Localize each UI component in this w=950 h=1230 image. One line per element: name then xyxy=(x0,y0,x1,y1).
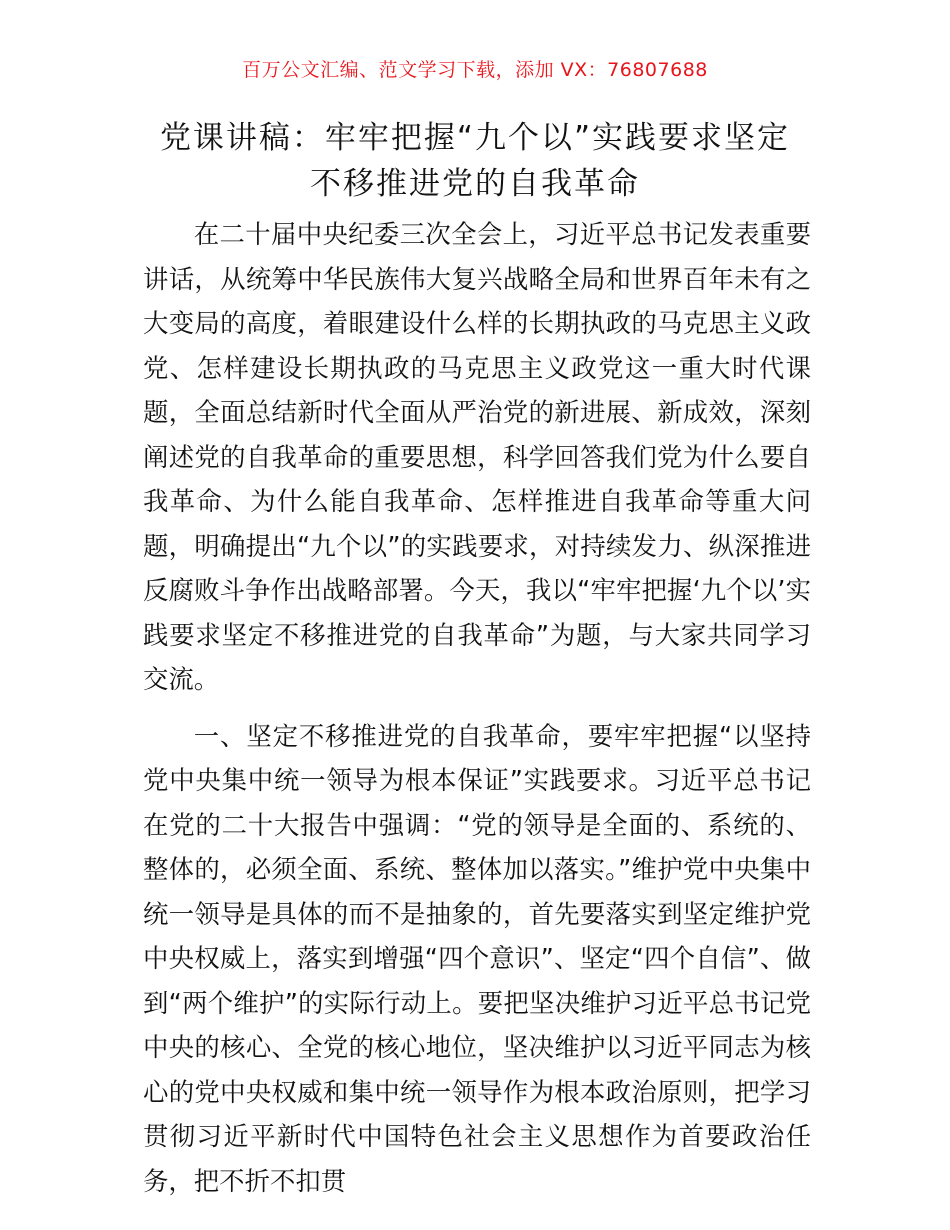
document-title xyxy=(120,115,830,207)
paragraph-section-1: 一、坚定不移推进党的自我革命，要牢牢把握“以坚持党中央集中统一领导为根本保证”实践要求。习近平总书记在党的二十大报告中强调：“党的领导是全面的、系统的、整体的，必须全面、系统、整体加以落实。”维护党中央集中统一领导是具体的而不是抽象的，首先要落实到坚定维护党中央权威上，落实到增强“四个意识”、坚定“四个自信”、做到“两个维护”的实际行动上。要把坚决维护习近平总书记党中央的核心、全党的核心地位，坚决维护以习近平同志为核心的党中央权威和集中统一领导作为根本政治原则，把学习贯彻习近平新时代中国特色社会主义思想作为首要政治任务，把不折不扣贯 xyxy=(143,720,811,1196)
title-line-1: 党课讲稿：牢牢把握“九个以”实践要求坚定 xyxy=(159,120,791,156)
title-line-2: 不移推进党的自我革命 xyxy=(310,166,640,202)
paragraph-intro: 在二十届中央纪委三次全会上，习近平总书记发表重要讲话，从统筹中华民族伟大复兴战略全局和世界百年未有之大变局的高度，着眼建设什么样的长期执政的马克思主义政党、怎样建设长期执政的马克思主义政党这一重大时代课题，全面总结新时代全面从严治党的新进展、新成效，深刻阐述党的自我革命的重要思想，科学回答我们党为什么要自我革命、为什么能自我革命、怎样推进自我革命等重大问题，明确提出“九个以”的实践要求，对持续发力、纵深推进反腐败斗争作出战略部署。今天，我以“牢牢把握‘九个以’实践要求坚定不移推进党的自我革命”为题，与大家共同学习交流。 xyxy=(143,219,811,694)
header-banner: 百万公文汇编、范文学习下载，添加 VX：76807688 xyxy=(242,59,708,81)
document-body xyxy=(143,212,811,1215)
